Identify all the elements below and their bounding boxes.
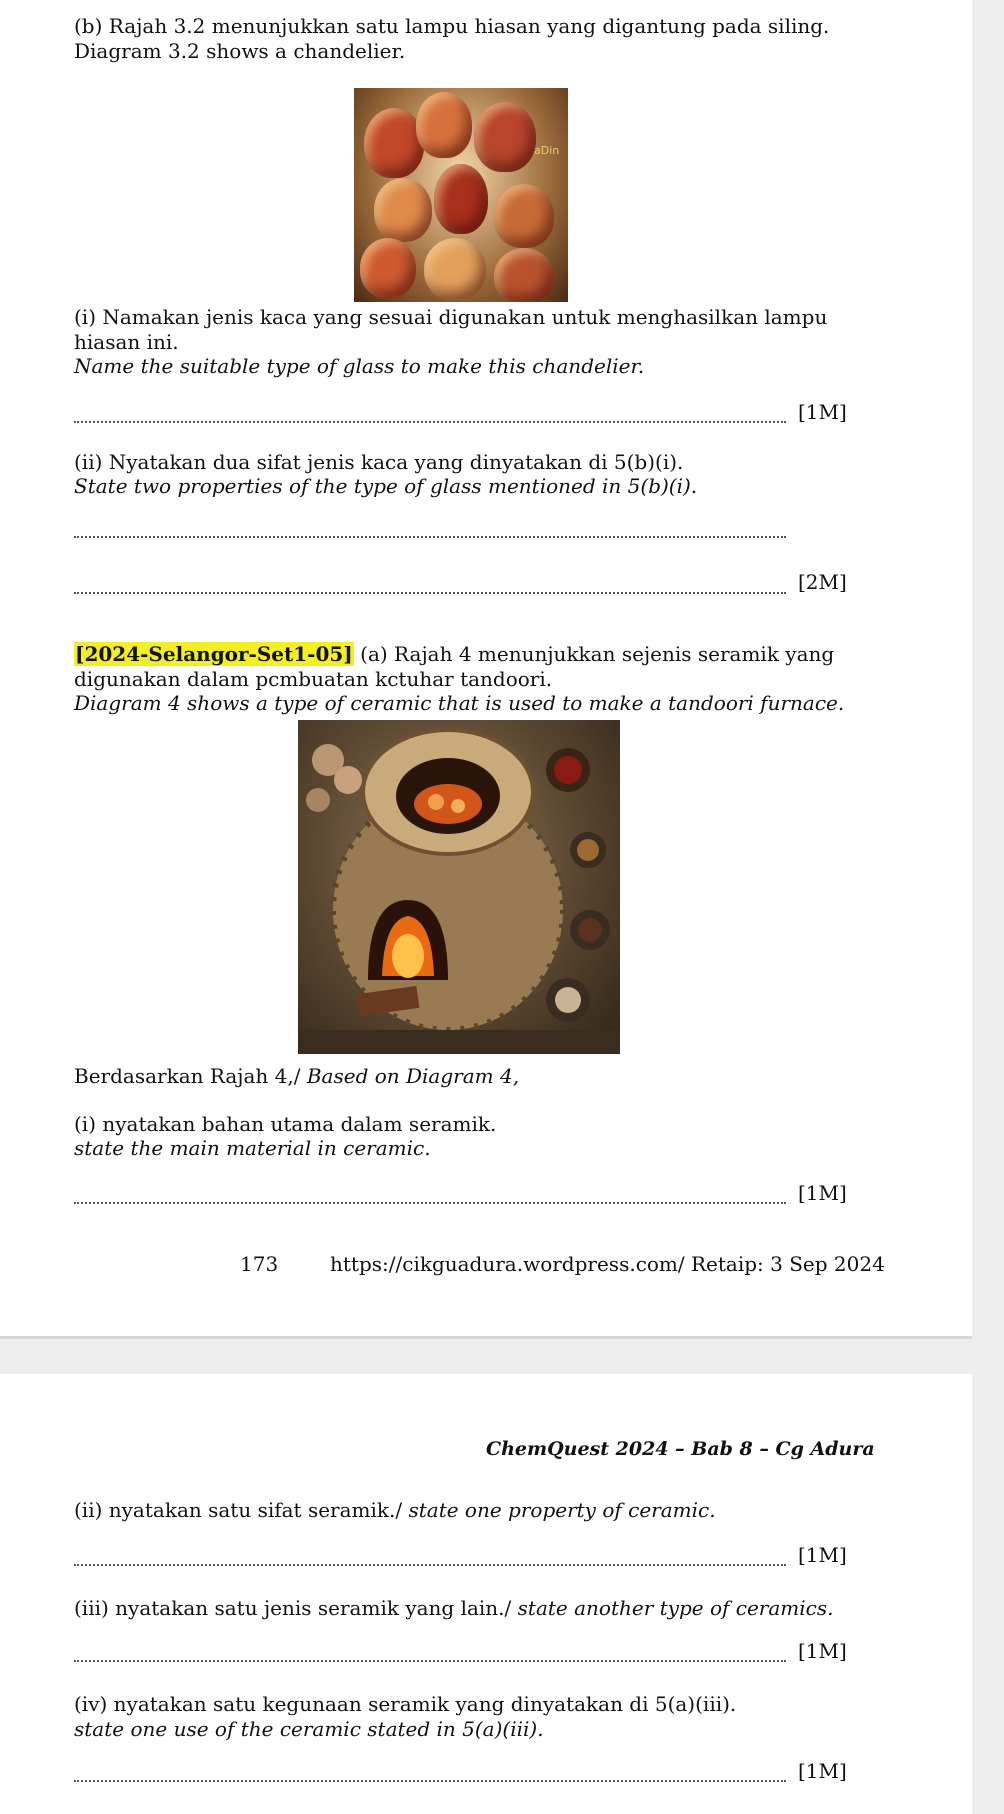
question-4a-text-ms-1 [74, 642, 834, 667]
page-header: ChemQuest 2024 – Bab 8 – Cg Adura [486, 1438, 875, 1460]
answer-line-4a-iii[interactable] [74, 1660, 786, 1662]
question-4a-text-ms-2: digunakan dalam pcmbuatan kctuhar tandoori. [74, 667, 553, 691]
based-on-diagram-en: Based on Diagram 4, [306, 1064, 520, 1088]
question-4a-i-text-en: state the main material in ceramic. [74, 1136, 431, 1160]
tandoor-illustration [298, 720, 620, 1054]
footer-source: https://cikguadura.wordpress.com/ Retaip: 3 Sep 2024 [330, 1252, 885, 1276]
chandelier-watermark: aDin [534, 144, 560, 157]
marks-4a-i: [1M] [798, 1181, 847, 1205]
question-b-ii-text-ms: (ii) Nyatakan dua sifat jenis kaca yang dinyatakan di 5(b)(i). [74, 450, 684, 474]
question-b-text-ms: (b) Rajah 3.2 menunjukkan satu lampu hiasan yang digantung pada siling. [74, 14, 830, 38]
question-4a-iii-en: state another type of ceramics. [517, 1596, 834, 1620]
question-b-text-en: Diagram 3.2 shows a chandelier. [74, 39, 406, 63]
marks-b-ii: [2M] [798, 570, 847, 594]
answer-line-4a-i[interactable] [74, 1202, 786, 1204]
page-number: 173 [240, 1252, 279, 1276]
question-4a-ii-text [74, 1498, 716, 1523]
question-4a-iv-text-ms: (iv) nyatakan satu kegunaan seramik yang dinyatakan di 5(a)(iii). [74, 1692, 737, 1716]
question-b-i-text-ms-1: (i) Namakan jenis kaca yang sesuai digunakan untuk menghasilkan lampu [74, 305, 828, 329]
answer-line-b-i[interactable] [74, 421, 786, 423]
question-b-i-text-ms-2: hiasan ini. [74, 330, 179, 354]
marks-b-i: [1M] [798, 400, 847, 424]
source-tag: [2024-Selangor-Set1-05] [75, 642, 353, 666]
chandelier-image [354, 88, 568, 302]
question-4a-i-text-ms: (i) nyatakan bahan utama dalam seramik. [74, 1112, 497, 1136]
based-on-diagram-ms: Berdasarkan Rajah 4,/ [74, 1064, 307, 1088]
question-4a-text-en: Diagram 4 shows a type of ceramic that is used to make a tandoori furnace. [74, 691, 845, 715]
question-4a-ii-ms: (ii) nyatakan satu sifat seramik./ [74, 1498, 409, 1522]
marks-4a-iii: [1M] [798, 1639, 847, 1663]
question-4a-ii-en: state one property of ceramic. [408, 1498, 716, 1522]
marks-4a-ii: [1M] [798, 1543, 847, 1567]
answer-line-4a-iv[interactable] [74, 1780, 786, 1782]
question-b-i-text-en: Name the suitable type of glass to make this chandelier. [74, 354, 645, 378]
answer-line-b-ii-2[interactable] [74, 592, 786, 594]
question-4a-iii-text [74, 1596, 833, 1621]
question-4a-iv-text-en: state one use of the ceramic stated in 5(a)(iii). [74, 1717, 544, 1741]
answer-line-b-ii-1[interactable] [74, 536, 786, 538]
marks-4a-iv: [1M] [798, 1759, 847, 1783]
question-4a-intro: (a) Rajah 4 menunjukkan sejenis seramik yang [353, 642, 835, 666]
question-b-ii-text-en: State two properties of the type of glass mentioned in 5(b)(i). [74, 474, 698, 498]
answer-line-4a-ii[interactable] [74, 1564, 786, 1566]
worksheet-page-2 [0, 1374, 972, 1814]
question-4a-iii-ms: (iii) nyatakan satu jenis seramik yang lain./ [74, 1596, 518, 1620]
based-on-diagram-text [74, 1064, 519, 1089]
tandoor-image [298, 720, 620, 1054]
